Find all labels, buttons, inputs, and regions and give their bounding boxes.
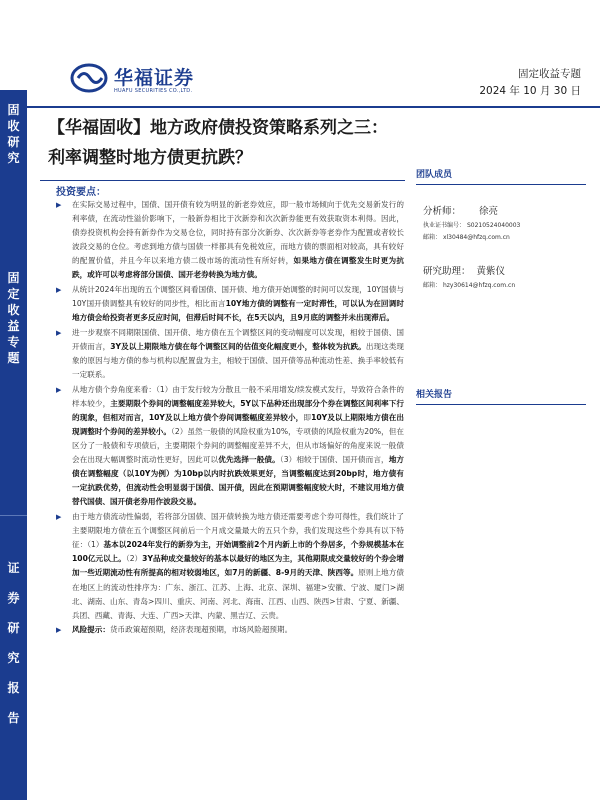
header-divider — [27, 106, 600, 108]
team-heading: 团队成员 — [416, 167, 586, 185]
key-point-item — [56, 623, 404, 637]
assistant-email-label: 邮箱： — [423, 282, 442, 289]
key-point-text: 货币政策超预期，经济表现超预期，市场风险超预期。 — [109, 625, 293, 635]
bullet-marker-icon: ▶ — [56, 626, 62, 635]
report-date: 2024 年 10 月 30 日 — [479, 85, 581, 97]
key-point-item — [56, 198, 404, 283]
assistant-name: 黄紫仪 — [476, 266, 506, 277]
key-point-emphasis: 基本以2024年发行的新券为主，开始调整前2个月内新上市的个券居多，个券规模基本在100亿元以上。 — [72, 540, 405, 564]
sidebar-divider — [0, 515, 27, 516]
analyst-email[interactable]: xl30484@hfzq.com.cn — [442, 234, 510, 241]
key-point-text: （3）相较于国债、国开债而言， — [279, 455, 389, 465]
analyst-info — [423, 203, 593, 243]
bullet-marker-icon: ▶ — [56, 201, 62, 209]
key-point-emphasis: 如果地方债在调整发生时更为抗跌，或许可以考虑将部分国债、国开老券转换为地方债。 — [72, 256, 404, 280]
key-point-text: 出现这类现象的原因与地方债的参与机构以配置盘为主，相较于国债、国开债等品种流动性差、换手率较低有一定联系。 — [72, 341, 405, 380]
key-point-text: 在实际交易过程中，国债、国开债有较为明显的新老券效应，即一般市场倾向于优先交易新发行的利率债，在流动性溢价影响下，一般新券相比于次新券和次次新券能更有效获取资本利得。因此，债券投资机构会持有新券作为交易仓位，同时持有部分次新券、次次新券等老券作为配置或者较长波段交易的仓位。考虑到地方债与国债一样都具有免税效应，而地方债的票面相对较高，具有较好的配置价值，并且今年以来地方债二级市场的流动性有所好转， — [72, 200, 404, 266]
logo-text-cn: 华福证券 — [114, 67, 195, 89]
key-point-emphasis: 10Y及以上期限地方债在出现调整时个券间的差异较小。 — [72, 412, 404, 436]
key-point-text: （2）虽然一般债的风险权重为10%，专项债的风险权重为20%，但在区分了一般债和专项债后，主要期限个券间的调整幅度差异不大，但从市场偏好的角度来说一般债会在出现大幅调整时流动性更好，因此可以 — [72, 427, 404, 465]
sidebar-label-topic: 固定收益专题 — [7, 271, 20, 365]
key-point-text: 从统计2024年出现的五个调整区间看国债、国开债、地方债开始调整的时间可以发现，10Y国债与10Y国开债调整具有较好的同步性，相比而言 — [72, 285, 404, 309]
sidebar-label-research: 固收研究 — [7, 103, 20, 165]
key-point-item — [56, 326, 404, 382]
title-divider — [40, 180, 405, 181]
bullet-marker-icon: ▶ — [56, 286, 62, 295]
key-point-emphasis: 3Y及以上期限地方债在每个调整区间的估值变化幅度更小，整体较为抗跌。 — [110, 341, 366, 351]
related-reports-heading: 相关报告 — [416, 387, 586, 405]
analyst-role: 分析师： — [423, 206, 462, 217]
key-point-emphasis: 主要期限个券间的调整幅度差异较大，5Y以下品种还出现部分个券在调整区间利率下行的现象，但相对而言，10Y及以上地方债个券间调整幅度差异较小， — [72, 398, 405, 422]
key-point-emphasis: 地方债在调整幅度（以10Y为例）为10bp以内时抗跌效果更好，当调整幅度达到20bp时，地方债有一定抗跌优势，但流动性会明显弱于国债、国开债，因此在预期调整幅度较大时，不建议用地方债替代国债、国开债老券用作波段交易。 — [72, 455, 405, 507]
header-meta — [479, 66, 581, 100]
key-point-text: （2） — [125, 554, 143, 564]
company-logo — [70, 63, 230, 99]
bullet-marker-icon: ▶ — [56, 513, 62, 522]
assistant-role: 研究助理： — [423, 266, 471, 277]
assistant-info — [423, 263, 593, 291]
bullet-marker-icon: ▶ — [56, 385, 62, 394]
key-point-emphasis: 优先选择一般债。 — [218, 455, 280, 465]
key-point-item — [56, 510, 404, 623]
analyst-email-label: 邮箱： — [423, 234, 442, 241]
key-point-emphasis: 风险提示： — [72, 625, 110, 635]
analyst-cert-label: 执业证书编号： — [423, 222, 466, 229]
key-points-list — [56, 198, 404, 638]
bullet-marker-icon: ▶ — [56, 328, 62, 337]
key-point-text: 原则上地方债在地区上的流动性排序为：广东、浙江、江苏、上海、北京、深圳、福建>安徽、宁波、厦门>湖北、湖南、山东、青岛>四川、重庆、河南、河北、海南、江西、山西、陕西>甘肃、宁夏、新疆、兵团、西藏、青海、大连、广西>天津、内蒙、黑吉辽、云贵。 — [72, 568, 405, 620]
sidebar-label-report: 证券研究报告 — [7, 561, 20, 725]
report-type: 固定收益专题 — [518, 68, 581, 80]
analyst-name: 徐亮 — [479, 206, 499, 217]
key-point-text: 即 — [303, 412, 312, 422]
key-point-item — [56, 383, 404, 510]
key-point-text: 进一步观察不同期限国债、国开债、地方债在五个调整区间的变动幅度可以发现，相较于国债、国开债而言， — [72, 327, 404, 351]
key-point-text: 从地方债个券角度来看：（1）由于发行较为分散且一般不采用增发/续发模式发行，导致符合条件的样本较少， — [72, 384, 404, 408]
key-point-emphasis: 3Y品种成交量较好的基本以最好的地区为主，其他期限成交量较好的个券会增加一些近期流动性有所提高的相对较弱地区，如7月的新疆、8-9月的天津、陕西等。 — [72, 554, 404, 578]
key-point-item — [56, 283, 404, 325]
logo-text-en: HUAFU SECURITIES CO.,LTD. — [114, 88, 193, 94]
logo-mark-icon — [70, 63, 108, 93]
key-point-emphasis: 10Y地方债的调整有一定时滞性，可以认为在回调时地方债会给投资者更多反应时间，但滞后时间不长，在5天以内，且9月底的调整并未出现滞后。 — [72, 299, 404, 323]
report-title: 【华福固收】地方政府债投资策略系列之三：利率调整时地方债更抗跌？ — [48, 118, 388, 168]
key-point-text: 由于地方债流动性偏弱，若将部分国债、国开债转换为地方债还需要考虑个券可得性，我们统计了主要期限地方债在五个调整区间前后一个月成交量最大的五只个券，我们发现这些个券具有以下特征：（1） — [72, 512, 404, 550]
assistant-email[interactable]: hzy30614@hfzq.com.cn — [442, 282, 516, 289]
key-points-heading: 投资要点： — [56, 187, 106, 198]
analyst-cert: S0210524040003 — [466, 222, 521, 229]
